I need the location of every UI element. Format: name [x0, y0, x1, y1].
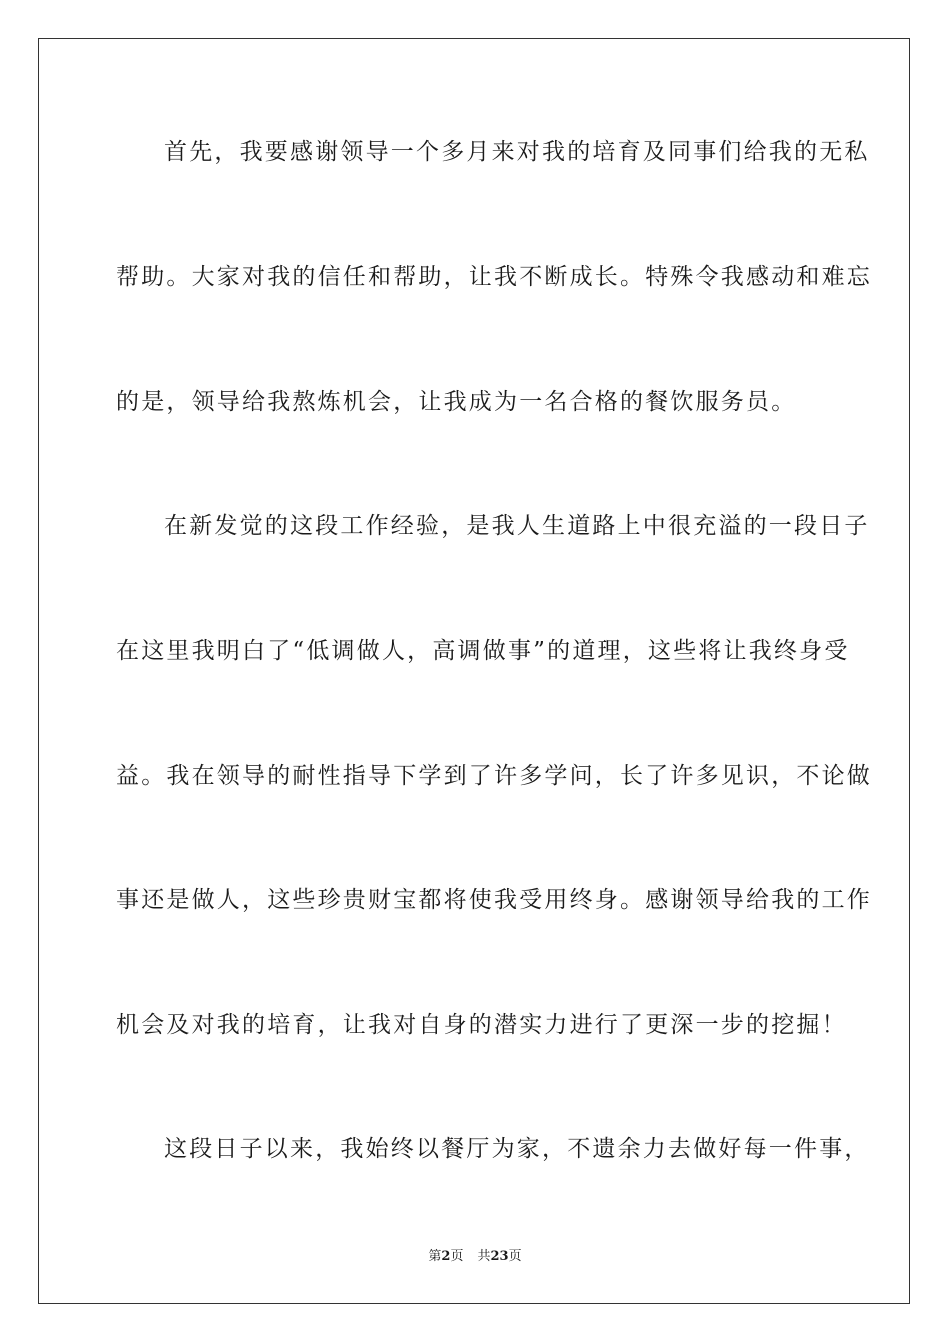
paragraph-3-line-1: 这段日子以来，我始终以餐厅为家，不遗余力去做好每一件事， [164, 1136, 870, 1162]
footer-total-prefix: 共 [477, 1249, 491, 1264]
footer-total-suffix: 页 [508, 1249, 522, 1264]
paragraph-1-line-2: 帮助。大家对我的信任和帮助，让我不断成长。特殊令我感动和难忘 [116, 264, 872, 290]
paragraph-2-line-4: 事还是做人，这些珍贵财宝都将使我受用终身。感谢领导给我的工作 [116, 887, 872, 913]
paragraph-1-line-3: 的是，领导给我熬炼机会，让我成为一名合格的餐饮服务员。 [116, 389, 797, 415]
paragraph-2-line-3: 益。我在领导的耐性指导下学到了许多学问，长了许多见识，不论做 [116, 763, 872, 789]
footer-total-pages: 23 [490, 1249, 509, 1264]
paragraph-2-line-1: 在新发觉的这段工作经验，是我人生道路上中很充溢的一段日子 [164, 513, 870, 539]
paragraph-2-line-5: 机会及对我的培育，让我对自身的潜实力进行了更深一步的挖掘！ [116, 1012, 847, 1038]
paragraph-1-line-1: 首先，我要感谢领导一个多月来对我的培育及同事们给我的无私 [164, 139, 870, 165]
page-footer [0, 1248, 950, 1266]
footer-page-number: 2 [441, 1249, 451, 1264]
footer-page-suffix: 页 [450, 1249, 464, 1264]
page-border [38, 38, 910, 1304]
paragraph-2-line-2: 在这里我明白了“低调做人，高调做事”的道理，这些将让我终身受 [116, 638, 850, 664]
footer-page-prefix: 第 [428, 1249, 442, 1264]
